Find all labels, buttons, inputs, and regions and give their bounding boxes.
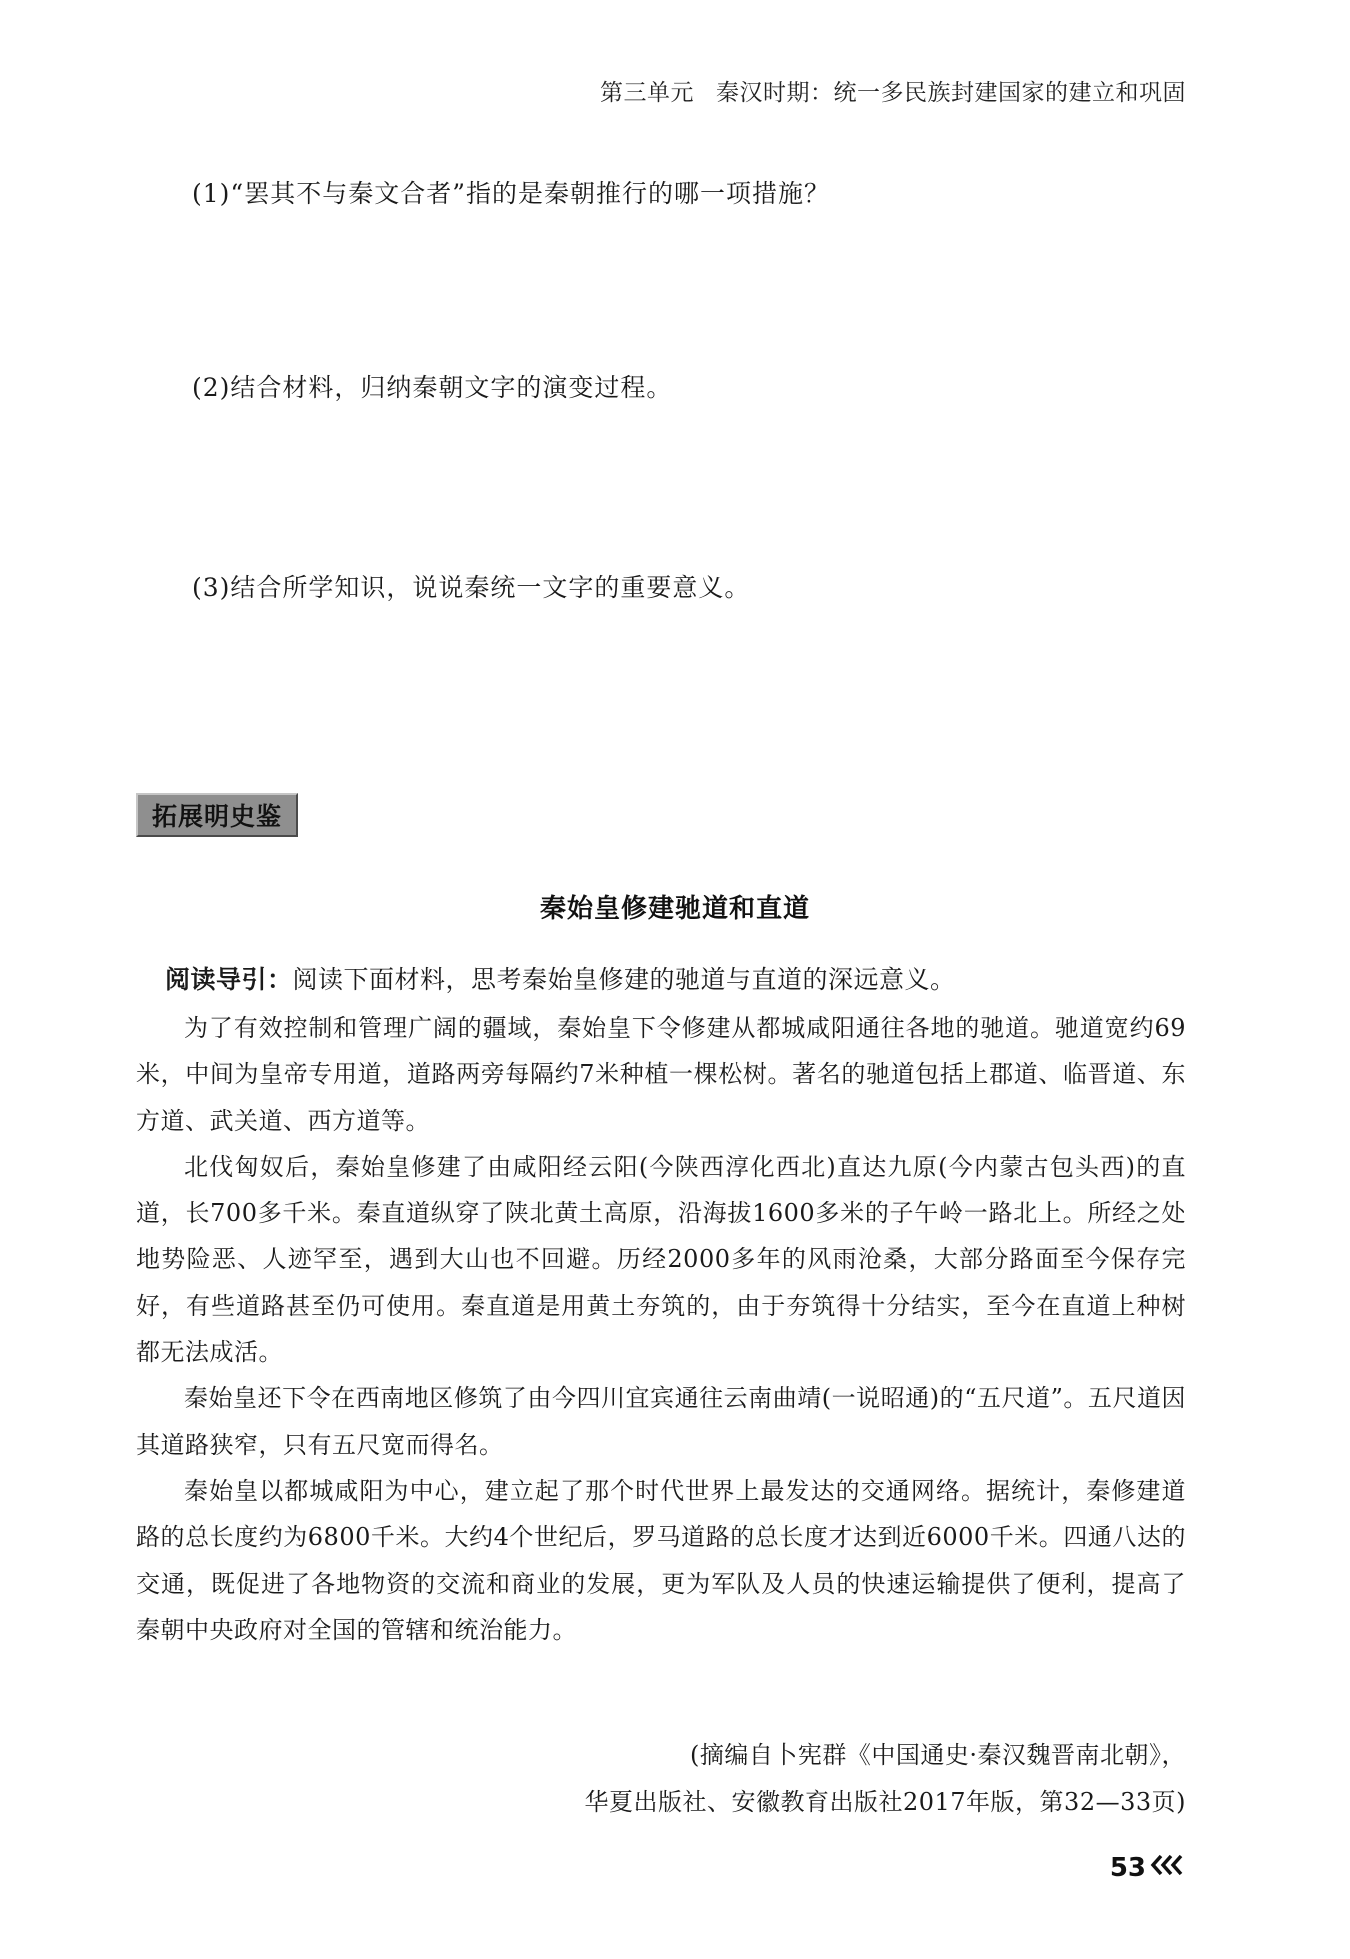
running-header: [600, 74, 1186, 107]
reading-guide: [165, 960, 1185, 996]
article-paragraph-1: 为了有效控制和管理广阔的疆域，秦始皇下令修建从都城咸阳通往各地的驰道。驰道宽约69米，中间为皇帝专用道，道路两旁每隔约7米种植一棵松树。著名的驰道包括上郡道、临晋道、东方道、武关道、西方道等。: [136, 1014, 1186, 1135]
citation-line-2: 华夏出版社、安徽教育出版社2017年版，第32—33页): [584, 1788, 1186, 1816]
section-badge: 拓展明史鉴: [136, 793, 298, 837]
question-3: (3)结合所学知识，说说秦统一文字的重要意义。: [192, 573, 751, 602]
header-title: 秦汉时期：统一多民族封建国家的建立和巩固: [716, 80, 1186, 106]
article-body: [136, 1005, 1186, 1653]
article-paragraph-4: 秦始皇以都城咸阳为中心，建立起了那个时代世界上最发达的交通网络。据统计，秦修建道路的总长度约为6800千米。大约4个世纪后，罗马道路的总长度才达到近6000千米。四通八达的交通，既促进了各地物资的交流和商业的发展，更为军队及人员的快速运输提供了便利，提高了秦朝中央政府对全国的管辖和统治能力。: [136, 1476, 1186, 1644]
page-number: 53: [1109, 1853, 1146, 1883]
triple-chevron-left-icon: [1150, 1853, 1186, 1883]
header-unit: 第三单元: [600, 80, 694, 106]
page-footer: [1110, 1853, 1186, 1883]
question-2: (2)结合材料，归纳秦朝文字的演变过程。: [192, 373, 673, 402]
article-title: 秦始皇修建驰道和直道: [539, 894, 810, 924]
article-paragraph-3: 秦始皇还下令在西南地区修筑了由今四川宜宾通往云南曲靖(一说昭通)的“五尺道”。五尺道因其道路狭窄，只有五尺宽而得名。: [136, 1384, 1186, 1459]
reading-guide-text: 阅读下面材料，思考秦始皇修建的驰道与直道的深远意义。: [292, 965, 956, 994]
reading-guide-label: 阅读导引：: [165, 965, 293, 994]
citation-line-1: (摘编自卜宪群《中国通史·秦汉魏晋南北朝》，: [690, 1741, 1186, 1769]
article-paragraph-2: 北伐匈奴后，秦始皇修建了由咸阳经云阳(今陕西淳化西北)直达九原(今内蒙古包头西)的直道，长700多千米。秦直道纵穿了陕北黄土高原，沿海拔1600多米的子午岭一路北上。所经之处地势险恶、人迹罕至，遇到大山也不回避。历经2000多年的风雨沧桑，大部分路面至今保存完好，有些道路甚至仍可使用。秦直道是用黄土夯筑的，由于夯筑得十分结实，至今在直道上种树都无法成活。: [136, 1152, 1186, 1367]
question-1: (1)“罢其不与秦文合者”指的是秦朝推行的哪一项措施？: [192, 179, 830, 208]
